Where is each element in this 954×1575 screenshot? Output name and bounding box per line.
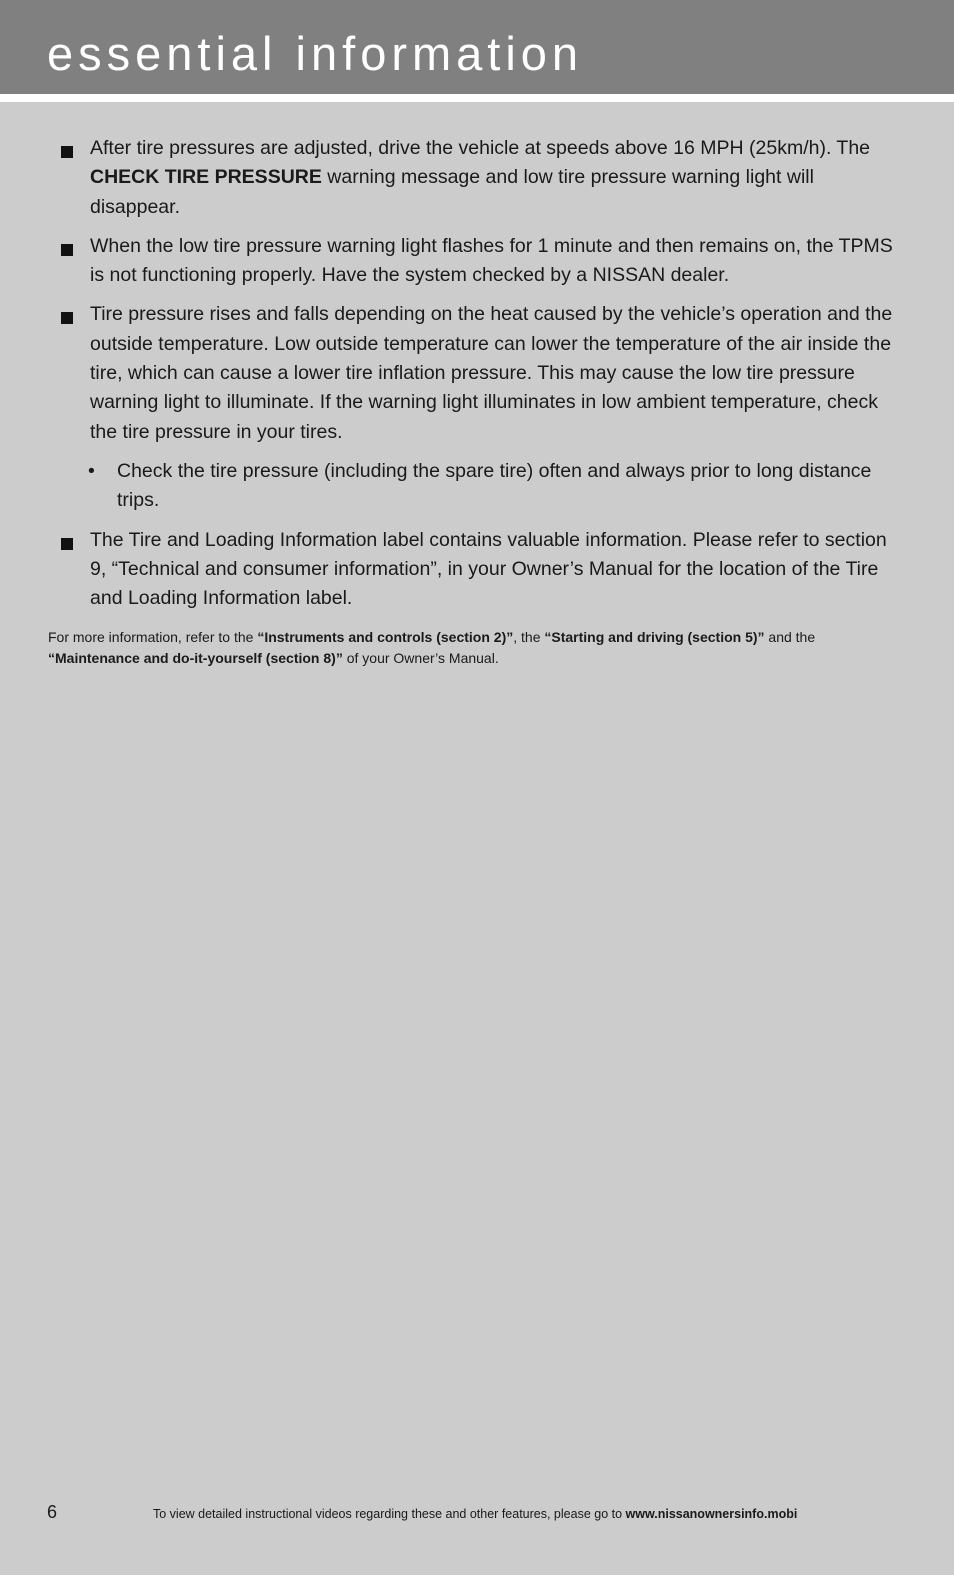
- footer-text: To view detailed instructional videos regarding these and other features, please go to: [153, 1507, 626, 1521]
- note-text: , the: [513, 629, 545, 646]
- note-ref-maintenance: “Maintenance and do-it-yourself (section 8)”: [48, 650, 343, 667]
- header-bar: [0, 0, 954, 94]
- footer-url: www.nissanownersinfo.mobi: [625, 1507, 798, 1521]
- header-divider: [0, 94, 954, 102]
- page-title: essential information: [47, 27, 584, 80]
- square-bullet-icon: [61, 538, 73, 550]
- more-info-note: [0, 627, 954, 669]
- bullet-text: The Tire and Loading Information label contains valuable information. Please refer to section 9, “Technical and consumer information”, in your Owner’s Manual for the location of the Tire and Loading Information label.: [90, 528, 887, 610]
- list-item-tpms-malfunction: [0, 232, 954, 291]
- note-text: and the: [764, 629, 816, 646]
- list-item-drive-after-adjust: [0, 134, 954, 222]
- note-text: of your Owner’s Manual.: [342, 650, 499, 667]
- footer-note: [153, 1507, 797, 1521]
- dot-bullet-icon: •: [88, 459, 95, 482]
- square-bullet-icon: [61, 312, 73, 324]
- check-tire-pressure-label: CHECK TIRE PRESSURE: [90, 166, 322, 189]
- bullet-text: When the low tire pressure warning light flashes for 1 minute and then remains on, the TPMS is not functioning properly. Have the system checked by a NISSAN dealer.: [90, 234, 893, 287]
- note-ref-instruments: “Instruments and controls (section 2)”: [257, 629, 514, 646]
- list-item-temperature: [0, 300, 954, 446]
- note-text: For more information, refer to the: [48, 629, 258, 646]
- bullet-text: warning message and low tire pressure warning light will disappear.: [90, 166, 814, 218]
- sub-list-item-check-often: [0, 457, 954, 516]
- bullet-text: After tire pressures are adjusted, drive the vehicle at speeds above 16 MPH (25km/h). The: [90, 137, 871, 159]
- bullet-list: [0, 134, 954, 613]
- square-bullet-icon: [61, 146, 73, 158]
- note-ref-starting: “Starting and driving (section 5)”: [544, 629, 765, 646]
- square-bullet-icon: [61, 244, 73, 256]
- page-number: 6: [47, 1502, 58, 1522]
- main-content: [0, 134, 954, 669]
- sub-bullet-text: Check the tire pressure (including the spare tire) often and always prior to long distance trips.: [117, 459, 872, 512]
- bullet-text: Tire pressure rises and falls depending on the heat caused by the vehicle’s operation and the outside temperature. Low outside temperature can lower the temperature of the air inside the tire, which can cause a lower tire inflation pressure. This may cause the low tire pressure warning light to illuminate. If the warning light illuminates in low ambient temperature, check the tire pressure in your tires.: [90, 303, 893, 443]
- list-item-loading-label: [0, 526, 954, 614]
